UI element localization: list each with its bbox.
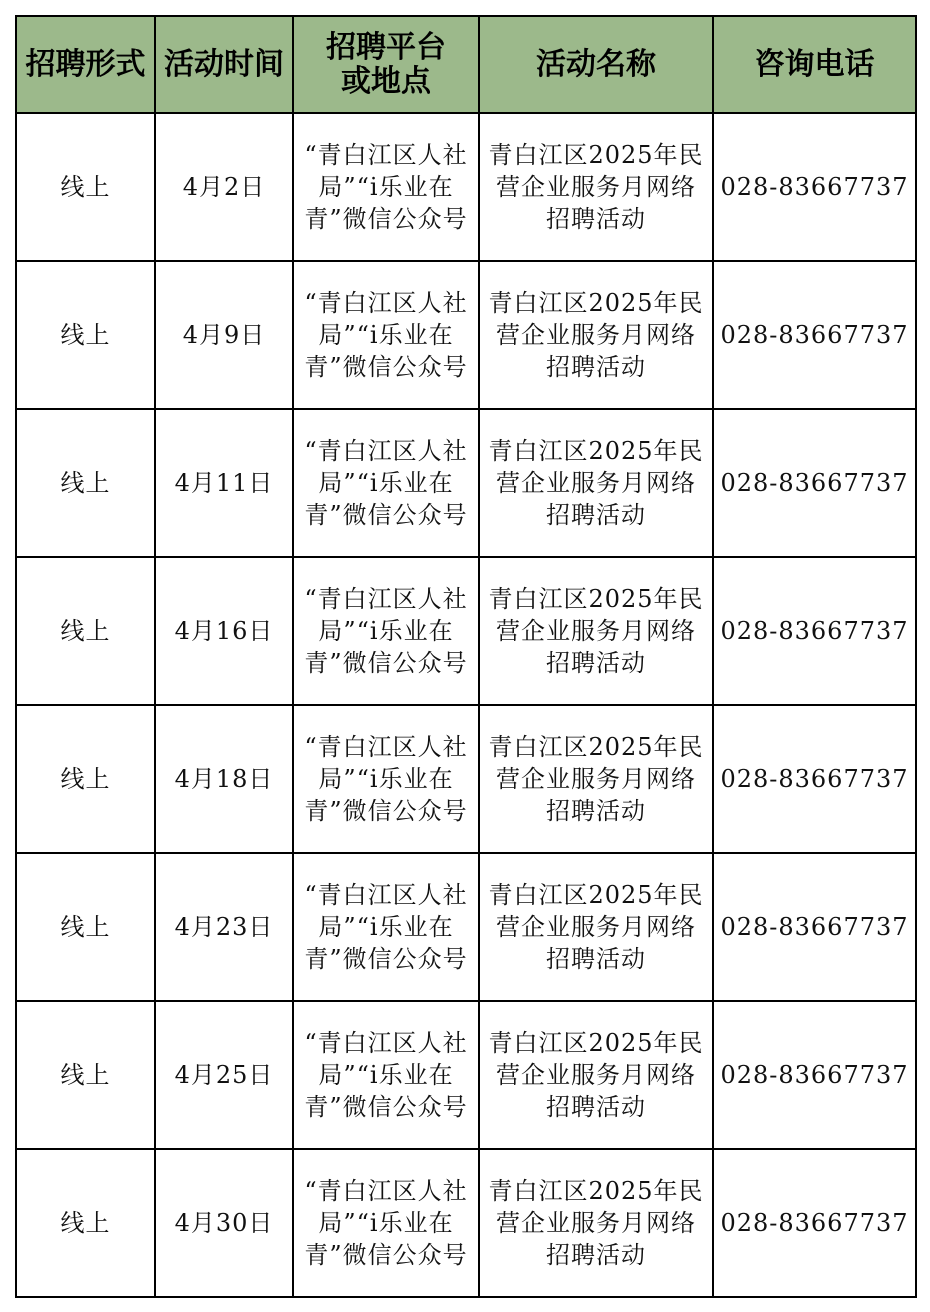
table-row — [16, 1149, 916, 1297]
cell-activity-name: 青白江区2025年民营企业服务月网络招聘活动 — [479, 1149, 713, 1297]
header-phone: 咨询电话 — [713, 16, 916, 113]
cell-format: 线上 — [16, 113, 155, 261]
cell-format: 线上 — [16, 1149, 155, 1297]
cell-platform: “青白江区人社局”“i乐业在青”微信公众号 — [293, 1001, 479, 1149]
cell-date: 4月23日 — [155, 853, 293, 1001]
cell-date: 4月2日 — [155, 113, 293, 261]
cell-platform: “青白江区人社局”“i乐业在青”微信公众号 — [293, 853, 479, 1001]
cell-activity-name: 青白江区2025年民营企业服务月网络招聘活动 — [479, 113, 713, 261]
cell-activity-name: 青白江区2025年民营企业服务月网络招聘活动 — [479, 409, 713, 557]
cell-date: 4月11日 — [155, 409, 293, 557]
cell-format: 线上 — [16, 853, 155, 1001]
cell-activity-name: 青白江区2025年民营企业服务月网络招聘活动 — [479, 853, 713, 1001]
table-row — [16, 1001, 916, 1149]
header-format: 招聘形式 — [16, 16, 155, 113]
table-row — [16, 409, 916, 557]
cell-date: 4月16日 — [155, 557, 293, 705]
table-row — [16, 705, 916, 853]
table-row — [16, 113, 916, 261]
cell-platform: “青白江区人社局”“i乐业在青”微信公众号 — [293, 705, 479, 853]
cell-phone: 028-83667737 — [713, 261, 916, 409]
cell-platform: “青白江区人社局”“i乐业在青”微信公众号 — [293, 1149, 479, 1297]
cell-format: 线上 — [16, 409, 155, 557]
cell-date: 4月18日 — [155, 705, 293, 853]
recruitment-schedule-table — [15, 15, 917, 1298]
table-row — [16, 261, 916, 409]
cell-phone: 028-83667737 — [713, 1001, 916, 1149]
header-platform-line1: 招聘平台 — [326, 29, 446, 65]
cell-phone: 028-83667737 — [713, 113, 916, 261]
cell-format: 线上 — [16, 261, 155, 409]
cell-phone: 028-83667737 — [713, 853, 916, 1001]
header-time: 活动时间 — [155, 16, 293, 113]
table-row — [16, 557, 916, 705]
cell-format: 线上 — [16, 557, 155, 705]
cell-date: 4月9日 — [155, 261, 293, 409]
table-row — [16, 853, 916, 1001]
header-name: 活动名称 — [479, 16, 713, 113]
cell-date: 4月25日 — [155, 1001, 293, 1149]
cell-phone: 028-83667737 — [713, 705, 916, 853]
header-platform-line2: 或地点 — [341, 63, 431, 99]
cell-platform: “青白江区人社局”“i乐业在青”微信公众号 — [293, 557, 479, 705]
cell-format: 线上 — [16, 1001, 155, 1149]
header-platform — [293, 16, 479, 113]
cell-phone: 028-83667737 — [713, 1149, 916, 1297]
cell-platform: “青白江区人社局”“i乐业在青”微信公众号 — [293, 261, 479, 409]
cell-activity-name: 青白江区2025年民营企业服务月网络招聘活动 — [479, 557, 713, 705]
cell-activity-name: 青白江区2025年民营企业服务月网络招聘活动 — [479, 705, 713, 853]
header-row — [16, 16, 916, 113]
cell-date: 4月30日 — [155, 1149, 293, 1297]
cell-platform: “青白江区人社局”“i乐业在青”微信公众号 — [293, 113, 479, 261]
cell-activity-name: 青白江区2025年民营企业服务月网络招聘活动 — [479, 1001, 713, 1149]
cell-phone: 028-83667737 — [713, 557, 916, 705]
cell-format: 线上 — [16, 705, 155, 853]
cell-activity-name: 青白江区2025年民营企业服务月网络招聘活动 — [479, 261, 713, 409]
cell-platform: “青白江区人社局”“i乐业在青”微信公众号 — [293, 409, 479, 557]
cell-phone: 028-83667737 — [713, 409, 916, 557]
